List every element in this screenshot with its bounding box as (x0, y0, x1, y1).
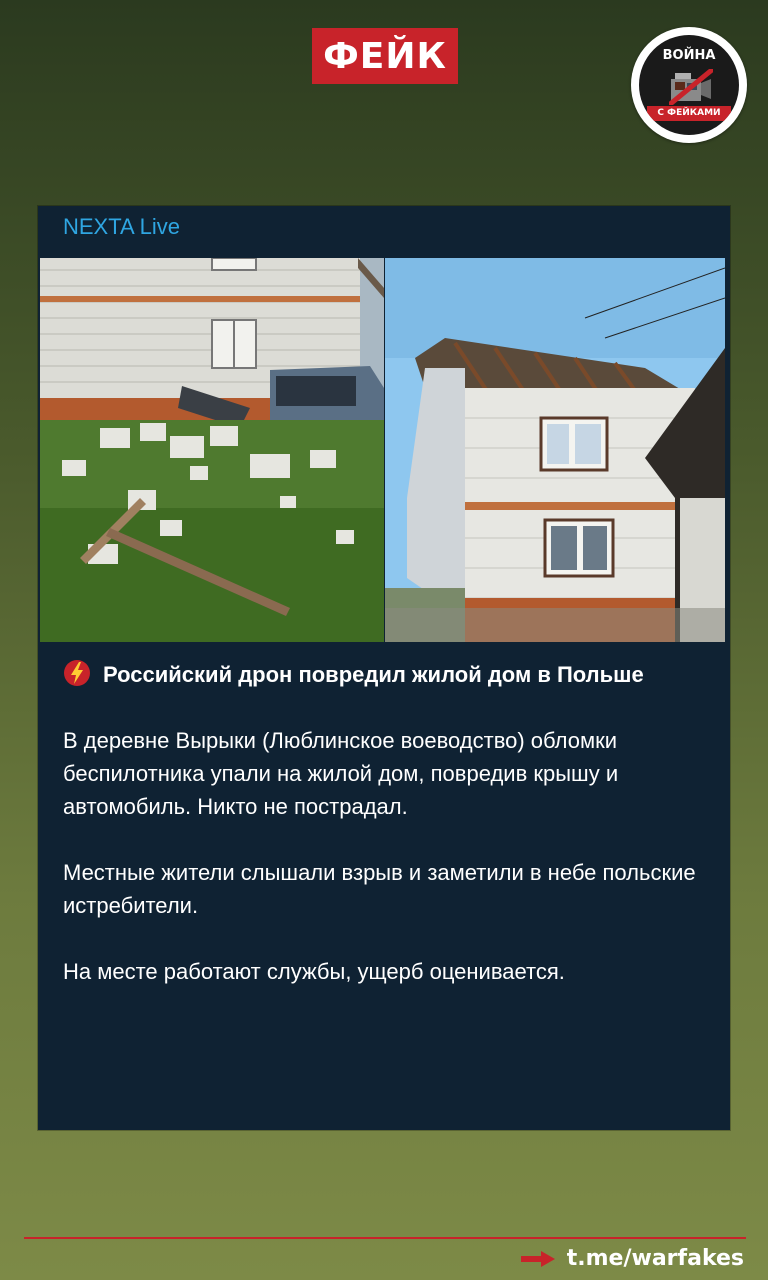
logo-top-text: ВОЙНА (662, 48, 716, 63)
house-with-car-photo[interactable] (40, 258, 384, 642)
channel-link-text[interactable]: t.me/warfakes (566, 1246, 744, 1271)
logo-bottom-text: С ФЕЙКАМИ (647, 106, 731, 121)
post-paragraph-1: В деревне Вырыки (Люблинское воеводство) обломки беспилотника упали на жилой дом, повредив крышу и автомобиль. Никто не пострадал. (63, 728, 619, 819)
arrow-right-icon (521, 1251, 555, 1267)
channel-link[interactable] (521, 1246, 744, 1271)
channel-name[interactable]: NEXTA Live (63, 214, 180, 239)
post-card (38, 206, 730, 1130)
fake-badge: ФЕЙК (312, 28, 458, 84)
house-damaged-roof-photo[interactable] (385, 258, 725, 642)
post-paragraph-2: Местные жители слышали взрыв и заметили в небе польские истребители. (63, 860, 696, 918)
post-text (63, 658, 703, 1021)
lightning-icon (63, 659, 91, 687)
post-paragraph-3: На месте работают службы, ущерб оценивается. (63, 959, 565, 984)
headline-text: Российский дрон повредил жилой дом в Польше (103, 662, 644, 687)
war-on-fakes-logo (631, 27, 747, 143)
post-headline (63, 658, 703, 691)
camera-crossed-icon (669, 69, 713, 105)
footer-divider (24, 1237, 746, 1239)
